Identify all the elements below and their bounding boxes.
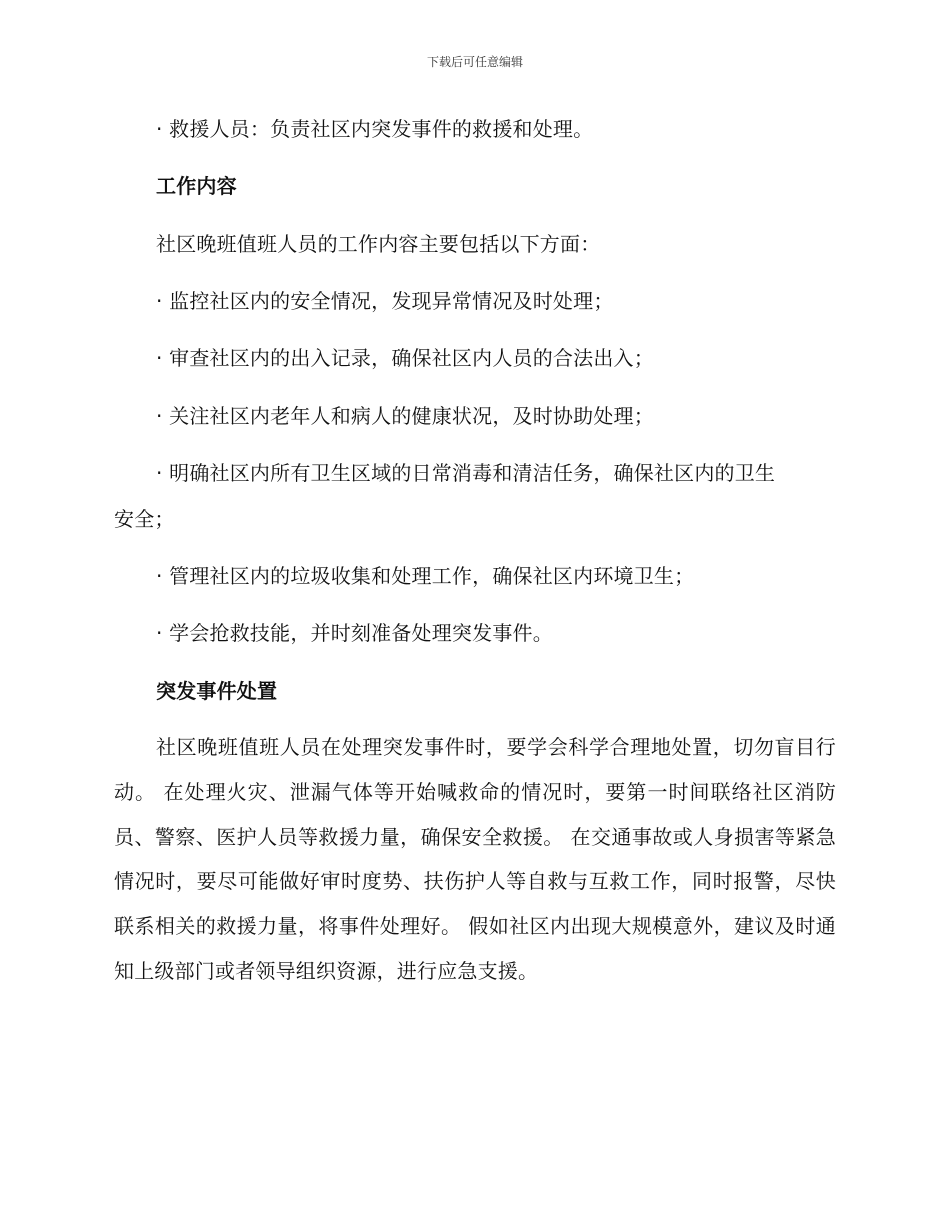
section-title-work-content: 工作内容 xyxy=(156,174,237,198)
bullet-check-access: · 审查社区内的出入记录，确保社区内人员的合法出入； xyxy=(156,346,654,370)
bullet-monitor-safety: · 监控社区内的安全情况，发现异常情况及时处理； xyxy=(156,289,614,313)
work-content-lead: 社区晚班值班人员的工作内容主要包括以下方面： xyxy=(156,232,601,256)
bullet-garbage: · 管理社区内的垃圾收集和处理工作，确保社区内环境卫生； xyxy=(156,564,695,588)
emergency-paragraph: 社区晚班值班人员在处理突发事件时，要学会科学合理地处置，切勿盲目行动。 在处理火灾、泄漏气体等开始喊救命的情况时，要第一时间联络社区消防员、警察、医护人员等救援力量，确保安全救援。 在交通事故或人身损害等紧急情况时，要尽可能做好审时度势、扶伤护人等自救与互救工作，同时报警，尽快联系相关的救援力量，将事件处理好。 假如社区内出现大规模意外，建议及时通知上级部门或者领导组织资源，进行应急支援。 xyxy=(114,735,836,983)
bullet-elderly-health: · 关注社区内老年人和病人的健康状况，及时协助处理； xyxy=(156,404,654,428)
bullet-sanitation-continued: 安全； xyxy=(114,507,175,531)
bullet-sanitation: · 明确社区内所有卫生区域的日常消毒和清洁任务，确保社区内的卫生 xyxy=(156,461,776,485)
header-note: 下载后可任意编辑 xyxy=(426,55,523,69)
bullet-first-aid: · 学会抢救技能，并时刻准备处理突发事件。 xyxy=(156,621,553,645)
section-title-emergency: 突发事件处置 xyxy=(156,679,278,703)
bullet-rescue-staff: · 救援人员：负责社区内突发事件的救援和处理。 xyxy=(156,117,594,141)
